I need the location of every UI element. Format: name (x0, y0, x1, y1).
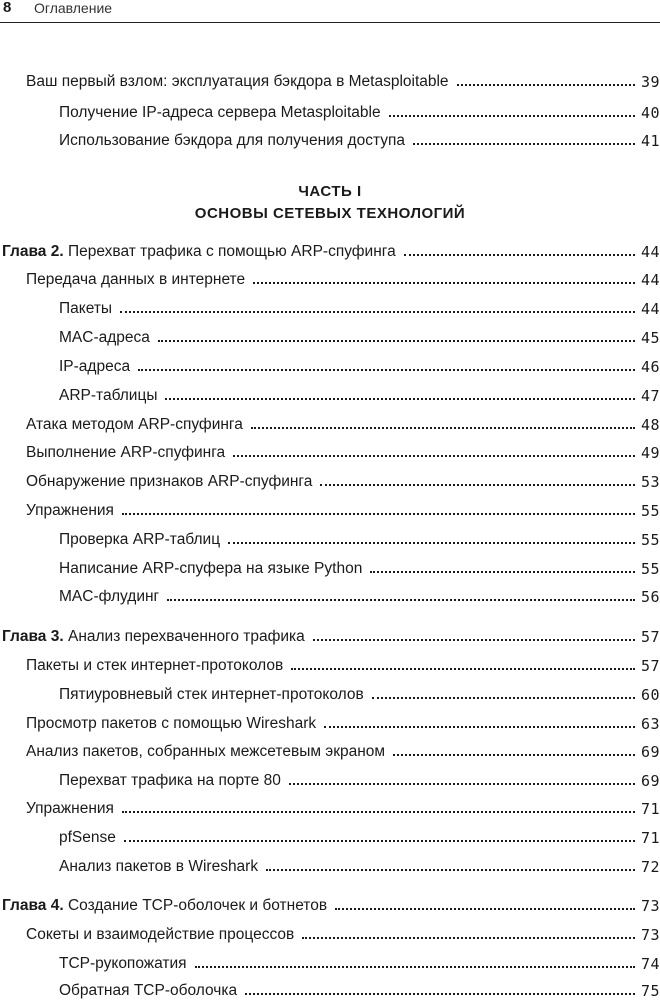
page-ref: 39 (640, 73, 660, 91)
toc-chapter-3[interactable]: Глава 3. Анализ перехваченного трафика 57 (2, 628, 660, 646)
page-ref: 46 (640, 358, 660, 376)
toc-section[interactable]: Просмотр пакетов с помощью Wireshark 63 (26, 715, 660, 733)
page-ref: 44 (640, 271, 660, 289)
toc-subsection[interactable]: Проверка ARP-таблиц 55 (59, 531, 660, 549)
page-ref: 47 (640, 387, 660, 405)
page-ref: 55 (640, 531, 660, 549)
toc-subsection[interactable]: IP-адреса 46 (59, 358, 660, 376)
toc-chapter-4[interactable]: Глава 4. Создание TCP-оболочек и ботнетов 73 (2, 897, 660, 915)
toc-subsection[interactable]: Анализ пакетов в Wireshark 72 (59, 858, 660, 876)
toc-subsection[interactable]: Написание ARP-спуфера на языке Python 55 (59, 560, 660, 578)
toc-subsection[interactable]: ARP-таблицы 47 (59, 387, 660, 405)
page-ref: 71 (640, 829, 660, 847)
page-ref: 40 (640, 104, 660, 122)
page-ref: 73 (640, 926, 660, 944)
toc-entry-backdoor-exploit[interactable]: Ваш первый взлом: эксплуатация бэкдора в Metasploitable 39 (26, 73, 660, 91)
page-ref: 49 (640, 444, 660, 462)
toc-section[interactable]: Передача данных в интернете 44 (26, 271, 660, 289)
page-ref: 75 (640, 982, 660, 1000)
page-ref: 44 (640, 243, 660, 261)
toc-subsection[interactable]: Пятиуровневый стек интернет-протоколов 60 (59, 686, 660, 704)
toc-chapter-2[interactable]: Глава 2. Перехват трафика с помощью ARP-спуфинга 44 (2, 243, 660, 261)
page-ref: 57 (640, 657, 660, 675)
toc-subsection[interactable]: pfSense 71 (59, 829, 660, 847)
page-ref: 72 (640, 858, 660, 876)
page-ref: 63 (640, 715, 660, 733)
toc-subsection[interactable]: Пакеты 44 (59, 300, 660, 318)
page-header (0, 0, 660, 23)
page-ref: 60 (640, 686, 660, 704)
toc-section[interactable]: Атака методом ARP-спуфинга 48 (26, 416, 660, 434)
toc-section[interactable]: Обнаружение признаков ARP-спуфинга 53 (26, 473, 660, 491)
toc-section[interactable]: Выполнение ARP-спуфинга 49 (26, 444, 660, 462)
page-ref: 41 (640, 132, 660, 150)
page-ref: 69 (640, 743, 660, 761)
toc-subsection[interactable]: TCP-рукопожатия 74 (59, 955, 660, 973)
page-number: 8 (3, 0, 12, 16)
toc-subsection[interactable]: Обратная TCP-оболочка 75 (59, 982, 660, 1000)
toc-section[interactable]: Упражнения 71 (26, 800, 660, 818)
page-ref: 74 (640, 955, 660, 973)
page-ref: 55 (640, 502, 660, 520)
page-ref: 53 (640, 473, 660, 491)
page-ref: 56 (640, 588, 660, 606)
part-label: ЧАСТЬ I (298, 183, 362, 200)
toc-entry-get-ip[interactable]: Получение IP-адреса сервера Metasploitable 40 (59, 104, 660, 122)
page-ref: 44 (640, 300, 660, 318)
page-ref: 57 (640, 628, 660, 646)
toc-section[interactable]: Пакеты и стек интернет-протоколов 57 (26, 657, 660, 675)
toc-section[interactable]: Упражнения 55 (26, 502, 660, 520)
page-ref: 71 (640, 800, 660, 818)
page-ref: 73 (640, 897, 660, 915)
toc-subsection[interactable]: Перехват трафика на порте 80 69 (59, 772, 660, 790)
toc-subsection[interactable]: MAC-флудинг 56 (59, 588, 660, 606)
page-ref: 48 (640, 416, 660, 434)
part-title: ОСНОВЫ СЕТЕВЫХ ТЕХНОЛОГИЙ (194, 205, 466, 222)
toc-subsection[interactable]: MAC-адреса 45 (59, 329, 660, 347)
page-ref: 55 (640, 560, 660, 578)
page-ref: 45 (640, 329, 660, 347)
toc-section[interactable]: Сокеты и взаимодействие процессов 73 (26, 926, 660, 944)
running-title: Оглавление (34, 0, 113, 16)
toc-section[interactable]: Анализ пакетов, собранных межсетевым экраном 69 (26, 743, 660, 761)
toc-entry-use-backdoor[interactable]: Использование бэкдора для получения доступа 41 (59, 132, 660, 150)
page-ref: 69 (640, 772, 660, 790)
